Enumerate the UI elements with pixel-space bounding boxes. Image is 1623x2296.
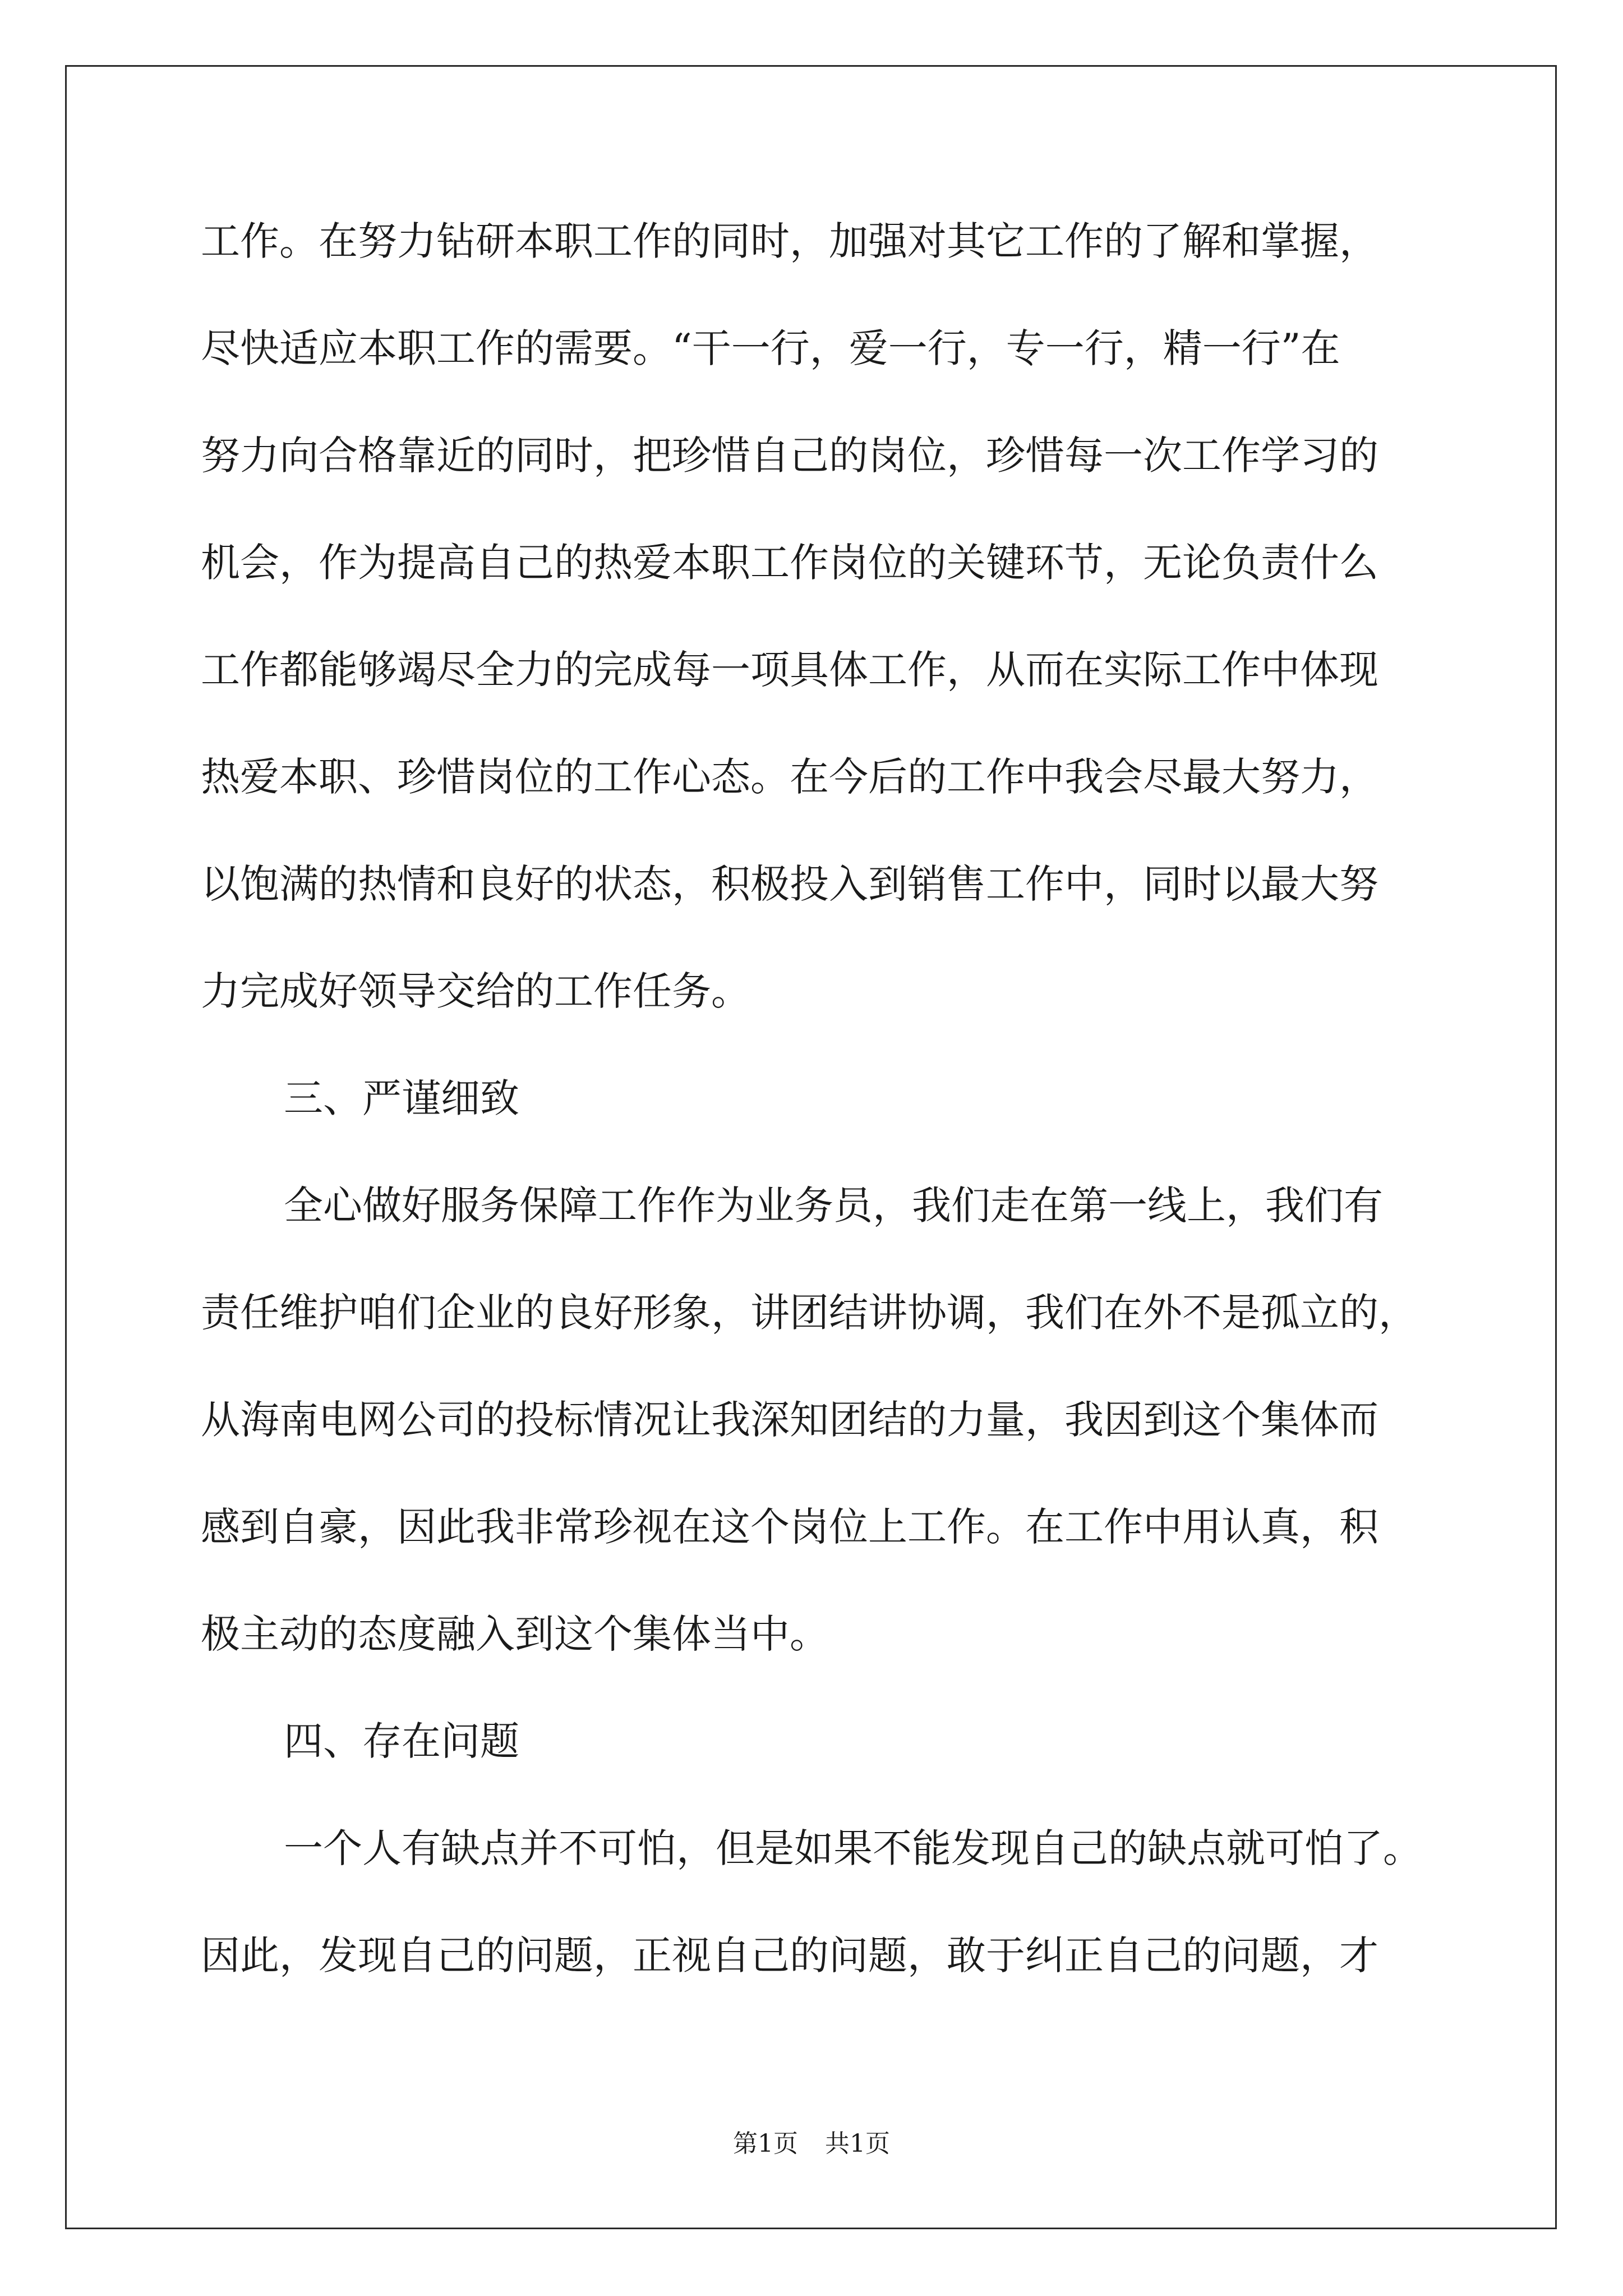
text-line: 工作都能够竭尽全力的完成每一项具体工作，从而在实际工作中体现 — [201, 647, 1378, 693]
text-line: 力完成好领导交给的工作任务。 — [201, 968, 750, 1014]
text-line: 尽快适应本职工作的需要。“干一行，爱一行，专一行，精一行”在 — [201, 325, 1340, 371]
text-line: 机会，作为提高自己的热爱本职工作岗位的关键环节，无论负责什么 — [201, 540, 1378, 586]
text-line: 全心做好服务保障工作作为业务员，我们走在第一线上，我们有 — [284, 1182, 1383, 1228]
page-border — [65, 65, 1557, 2229]
text-line: 极主动的态度融入到这个集体当中。 — [201, 1611, 829, 1657]
section-heading: 四、存在问题 — [284, 1718, 519, 1764]
page-number-total: 共1页 — [825, 2129, 890, 2158]
section-heading: 三、严谨细致 — [284, 1075, 519, 1121]
text-line: 以饱满的热情和良好的状态，积极投入到销售工作中，同时以最大努 — [201, 861, 1378, 907]
text-line: 热爱本职、珍惜岗位的工作心态。在今后的工作中我会尽最大努力， — [201, 754, 1378, 800]
page-number-current: 第1页 — [733, 2129, 798, 2158]
text-line: 努力向合格靠近的同时，把珍惜自己的岗位，珍惜每一次工作学习的 — [201, 432, 1378, 478]
text-line: 工作。在努力钻研本职工作的同时，加强对其它工作的了解和掌握， — [201, 218, 1378, 264]
text-line: 感到自豪，因此我非常珍视在这个岗位上工作。在工作中用认真，积 — [201, 1504, 1378, 1550]
text-line: 责任维护咱们企业的良好形象，讲团结讲协调，我们在外不是孤立的， — [201, 1290, 1418, 1336]
text-line: 一个人有缺点并不可怕，但是如果不能发现自己的缺点就可怕了。 — [284, 1825, 1422, 1871]
text-line: 因此，发现自己的问题，正视自己的问题，敢于纠正自己的问题，才 — [201, 1932, 1378, 1978]
text-line: 从海南电网公司的投标情况让我深知团结的力量，我因到这个集体而 — [201, 1397, 1378, 1443]
page-footer — [0, 2127, 1623, 2161]
